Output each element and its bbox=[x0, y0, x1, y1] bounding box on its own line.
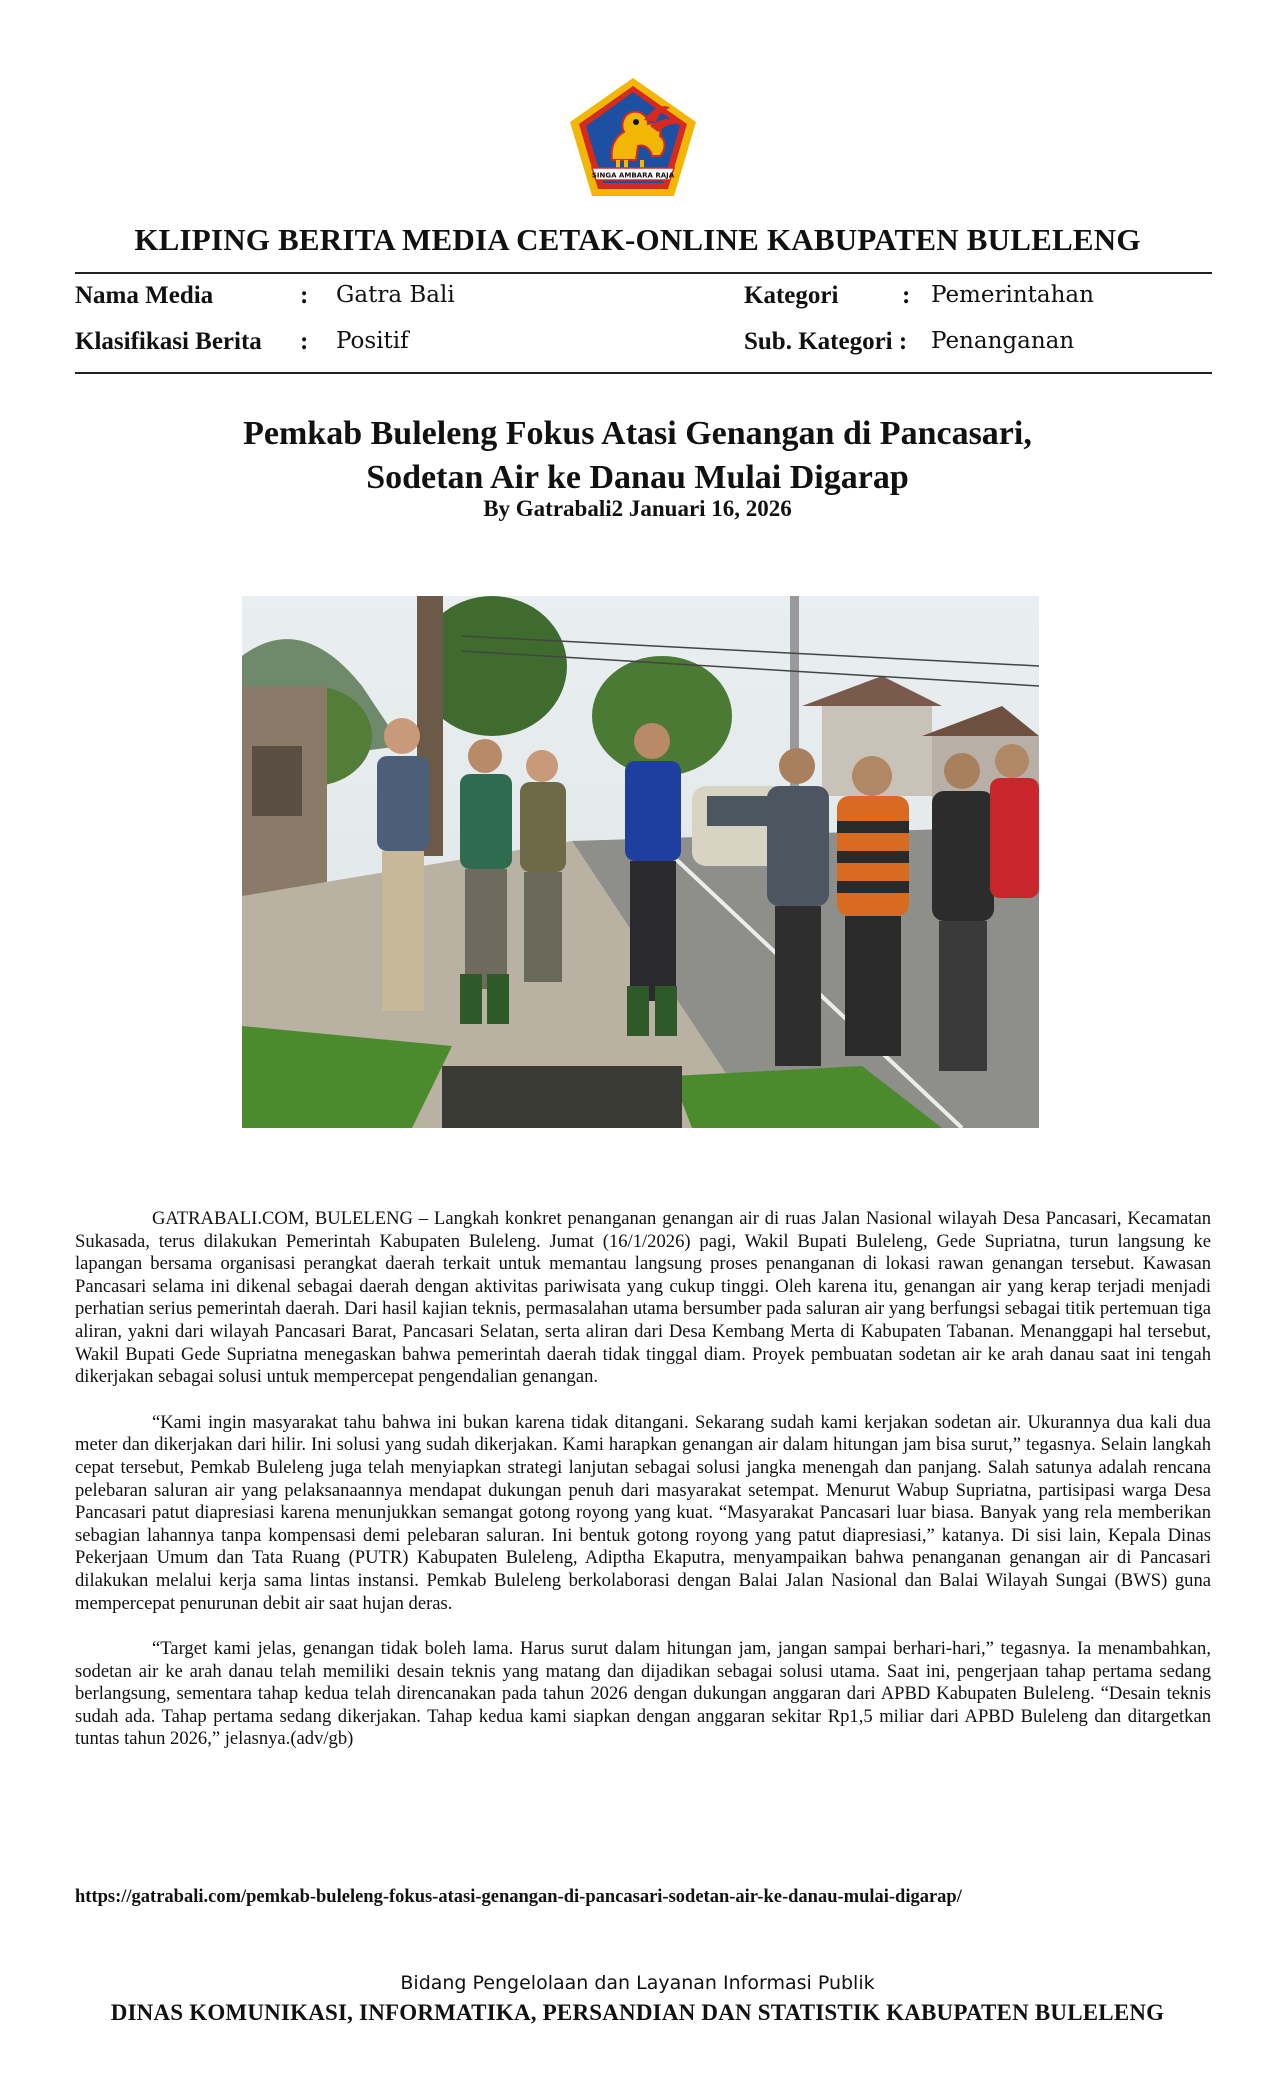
source-url-link[interactable]: https://gatrabali.com/pemkab-buleleng-fokus-atasi-genangan-di-pancasari-sodetan-air-ke-danau-mulai-digarap/ bbox=[75, 1887, 962, 1907]
subcategory-label: Sub. Kategori : bbox=[744, 328, 908, 355]
crest-motto: SINGA AMBARA RAJA bbox=[591, 171, 675, 180]
article-paragraph-1: GATRABALI.COM, BULELENG – Langkah konkret penanganan genangan air di ruas Jalan Nasional wilayah Desa Pancasari, Kecamatan Sukasada, terus dilakukan Pemerintah Kabupaten Buleleng. Jumat (16/1/2026) pagi, Wakil Bupati Buleleng, Gede Supriatna, turun langsung ke lapangan bersama organisasi perangkat daerah terkait untuk memantau langsung proses penanganan di lokasi rawan genangan tersebut. Kawasan Pancasari selama ini dikenal sebagai daerah dengan aktivitas pariwisata yang cukup tinggi. Oleh karena itu, genangan air yang kerap terjadi menjadi perhatian serius pemerintah daerah. Dari hasil kajian teknis, permasalahan utama bersumber pada saluran air yang berfungsi sebagai titik pertemuan tiga aliran, yakni dari wilayah Pancasari Barat, Pancasari Selatan, serta aliran dari Desa Kembang Merta di Kabupaten Tabanan. Menanggapi hal tersebut, Wakil Bupati Gede Supriatna menegaskan bahwa pemerintah daerah tidak tinggal diam. Proyek pembuatan sodetan air ke arah danau saat ini tengah dikerjakan sebagai solusi untuk mempercepat pengendalian genangan. bbox=[75, 1208, 1211, 1388]
media-name-colon: : bbox=[300, 282, 309, 309]
meta-row-1 bbox=[75, 282, 1212, 318]
article-title-line-2: Sodetan Air ke Danau Mulai Digarap bbox=[366, 459, 909, 496]
media-name-value: Gatra Bali bbox=[336, 282, 455, 308]
article-paragraph-2: “Kami ingin masyarakat tahu bahwa ini bukan karena tidak ditangani. Sekarang sudah kami kerjakan sodetan air. Ukurannya dua kali dua meter dan dikerjakan dari hilir. Ini solusi yang sudah dikerjakan. Kami harapkan genangan air dalam hitungan jam bisa surut,” tegasnya. Selain langkah cepat tersebut, Pemkab Buleleng juga telah menyiapkan strategi lanjutan sebagai solusi jangka menengah dan panjang. Salah satunya adalah rencana pelebaran saluran air yang pelaksanaannya mendapat dukungan penuh dari masyarakat setempat. Menurut Wabup Supriatna, partisipasi warga Desa Pancasari patut diapresiasi karena menunjukkan semangat gotong royong yang kuat. “Masyarakat Pancasari luar biasa. Banyak yang rela memberikan sebagian lahannya tanpa kompensasi demi pelebaran saluran. Ini bentuk gotong royong yang patut diapresiasi,” katanya. Di sisi lain, Kepala Dinas Pekerjaan Umum dan Tata Ruang (PUTR) Kabupaten Buleleng, Adiptha Ekaputra, menyampaikan bahwa penanganan genangan air di Pancasari dilakukan melalui kerja sama lintas instansi. Pemkab Buleleng berkolaborasi dengan Balai Jalan Nasional dan Balai Wilayah Sungai (BWS) guna mempercepat penurunan debit air saat hujan deras. bbox=[75, 1411, 1211, 1614]
buleleng-singa-ambara-raja-crest-icon bbox=[566, 74, 700, 200]
subcategory-value: Penanganan bbox=[931, 328, 1075, 354]
article-photo bbox=[242, 596, 1039, 1128]
article-title-line-1: Pemkab Buleleng Fokus Atasi Genangan di Pancasari, bbox=[243, 415, 1032, 452]
news-classification-colon: : bbox=[300, 328, 309, 355]
header-divider-top bbox=[75, 272, 1212, 274]
buleleng-crest-logo bbox=[566, 74, 700, 200]
category-colon: : bbox=[902, 282, 911, 309]
footer-office: DINAS KOMUNIKASI, INFORMATIKA, PERSANDIAN DAN STATISTIK KABUPATEN BULELENG bbox=[110, 2000, 1165, 2025]
news-classification-value: Positif bbox=[336, 328, 409, 354]
news-classification-label: Klasifikasi Berita bbox=[75, 328, 262, 355]
header-divider-bottom bbox=[75, 372, 1212, 374]
category-value: Pemerintahan bbox=[931, 282, 1094, 308]
field-inspection-photo-icon bbox=[242, 596, 1039, 1128]
article-byline: By Gatrabali2 Januari 16, 2026 bbox=[483, 496, 792, 521]
category-label: Kategori bbox=[744, 282, 839, 309]
meta-row-2 bbox=[75, 328, 1212, 364]
article-paragraph-3: “Target kami jelas, genangan tidak boleh lama. Harus surut dalam hitungan jam, jangan sampai berhari-hari,” tegasnya. Ia menambahkan, sodetan air ke arah danau telah memiliki desain teknis yang matang dan dijadikan sebagai solusi utama. Saat ini, pengerjaan tahap pertama sedang berlangsung, sementara tahap kedua telah direncanakan pada tahun 2026 dengan dukungan anggaran dari APBD Kabupaten Buleleng. “Desain teknis sudah ada. Tahap pertama sedang dikerjakan. Tahap kedua kami siapkan dengan anggaran sekitar Rp1,5 miliar dari APBD Buleleng dan ditargetkan tuntas tahun 2026,” jelasnya.(adv/gb) bbox=[75, 1638, 1211, 1750]
footer-unit: Bidang Pengelolaan dan Layanan Informasi Publik bbox=[400, 1972, 875, 1994]
article-body bbox=[75, 1208, 1211, 1774]
media-name-label: Nama Media bbox=[75, 282, 214, 309]
article-title bbox=[75, 412, 1200, 500]
document-heading: KLIPING BERITA MEDIA CETAK-ONLINE KABUPATEN BULELENG bbox=[134, 222, 1141, 257]
